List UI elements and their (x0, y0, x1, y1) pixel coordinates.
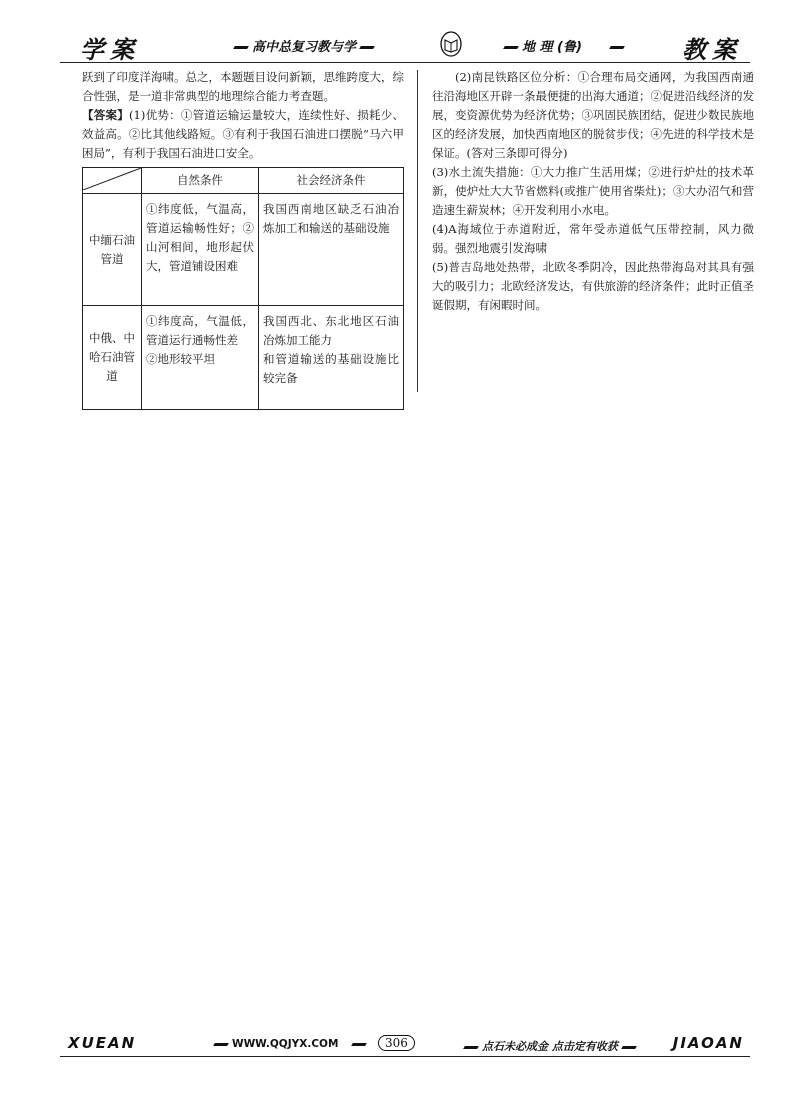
header-brand-left: 学案 (80, 36, 140, 64)
answer-part-3: (3)水土流失措施：①大力推广生活用煤；②进行炉灶的技术革新，使炉灶大大节省燃料(或推广使用省柴灶)；③大办沼气和营造速生薪炭林；④开发利用小水电。 (432, 165, 754, 217)
header-subject: 地 理 (鲁) (500, 36, 628, 55)
diagonal-line-icon (83, 168, 141, 190)
header-series-title: 高中总复习教与学 (230, 36, 378, 55)
page-number: 306 (378, 1035, 415, 1051)
natural-cell: ①纬度高，气温低，管道运行通畅性差 ②地形较平坦 (142, 306, 259, 410)
header-rule (60, 62, 750, 63)
footer-rule (60, 1056, 750, 1057)
answer-part-4: (4)A海域位于赤道附近，常年受赤道低气压带控制，风力微弱。强烈地震引发海啸 (432, 222, 754, 255)
right-column (432, 68, 754, 315)
social-cell: 我国西南地区缺乏石油冶炼加工和输送的基础设施 (259, 194, 404, 306)
header-brand-right: 教案 (682, 36, 742, 64)
answer-paragraph (82, 106, 404, 163)
footer-brand-left: XUEAN (68, 1034, 137, 1052)
answer-part-2: (2)南昆铁路区位分析：①合理布局交通网，为我国西南通往沿海地区开辟一条最便捷的出海大通道；②促进沿线经济的发展，变资源优势为经济优势；③巩固民族团结，促进少数民族地区的经济发展，加快西南地区的脱贫步伐；④先进的科学技术是保证。(答对三条即可得分) (432, 70, 754, 160)
row-name: 中俄、中哈石油管道 (83, 306, 142, 410)
answer-tag: 【答案】 (82, 108, 130, 122)
natural-cell: ①纬度低，气温高，管道运输畅性好；②山河相间，地形起伏大，管道铺设困难 (142, 194, 259, 306)
pipeline-comparison-table (82, 167, 404, 410)
row-name: 中缅石油管道 (83, 194, 142, 306)
col-header-natural: 自然条件 (142, 168, 259, 194)
footer-motto: 点石未必成金 点击定有收获 (460, 1038, 640, 1054)
footer-url: WWW.QQJYX.COM (210, 1038, 370, 1050)
page-footer (60, 1032, 750, 1060)
footer-brand-right: JIAOAN (672, 1034, 744, 1052)
social-cell: 我国西北、东北地区石油冶炼加工能力 和管道输送的基础设施比较完备 (259, 306, 404, 410)
page-header (60, 28, 750, 68)
table-header-row (83, 168, 404, 194)
column-divider (417, 70, 418, 392)
left-column (82, 68, 404, 410)
table-row (83, 194, 404, 306)
intro-paragraph: 跃到了印度洋海啸。总之，本题题目设问新颖，思维跨度大，综合性强，是一道非常典型的地理综合能力考查题。 (82, 70, 404, 103)
answer-text: (1)优势：①管道运输运量较大，连续性好、损耗少、效益高。②比其他线路短。③有利于我国石油进口摆脱“马六甲困局”，有利于我国石油进口安全。 (82, 108, 404, 160)
table-corner-cell (83, 168, 142, 194)
answer-part-5: (5)普吉岛地处热带，北欧冬季阴冷，因此热带海岛对其具有强大的吸引力；北欧经济发达，有供旅游的经济条件；此时正值圣诞假期，有闲暇时间。 (432, 260, 754, 312)
col-header-social: 社会经济条件 (259, 168, 404, 194)
book-emblem-icon (440, 31, 462, 57)
table-row (83, 306, 404, 410)
